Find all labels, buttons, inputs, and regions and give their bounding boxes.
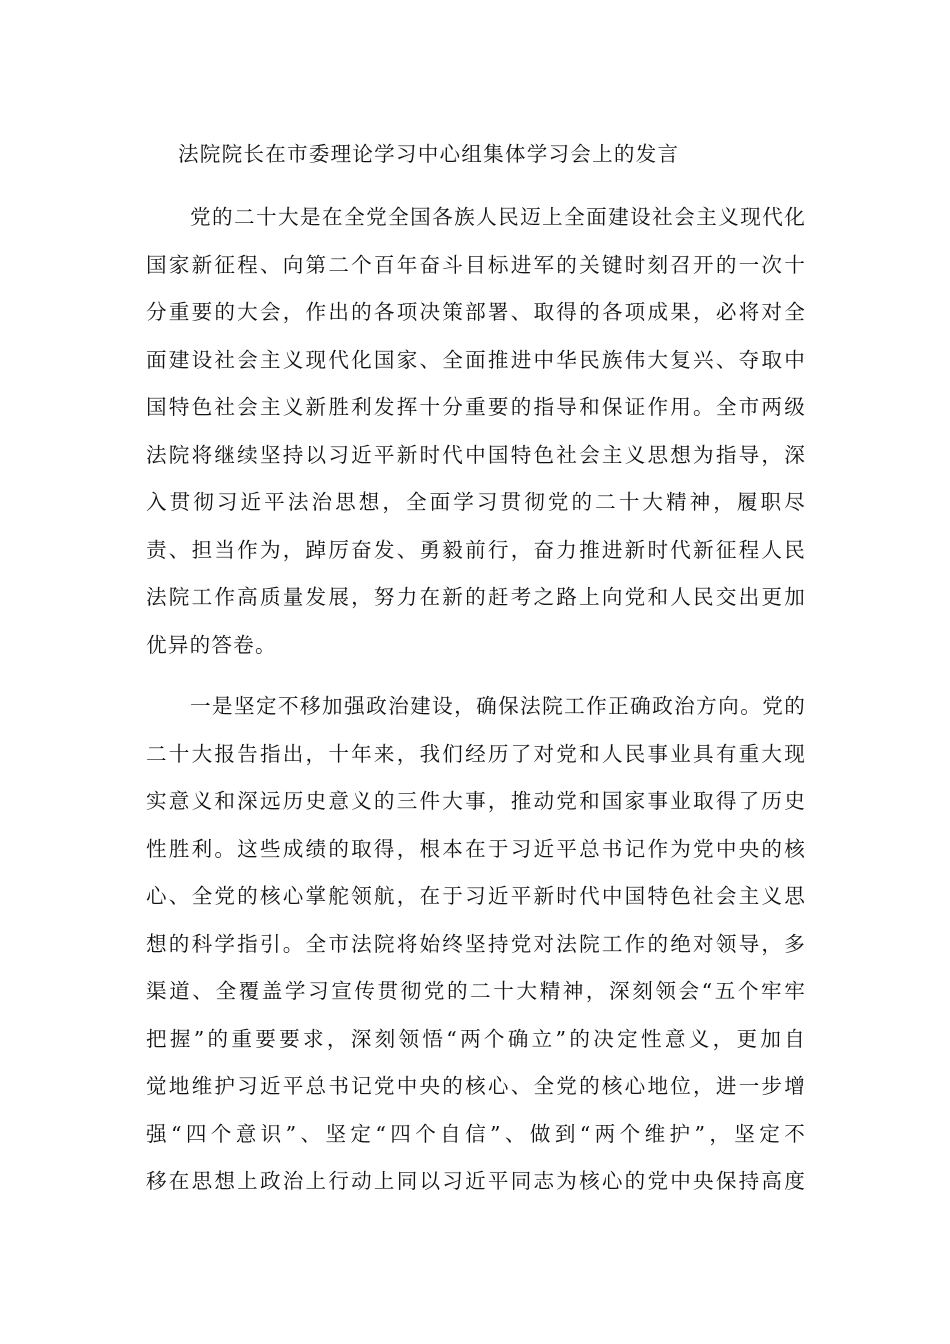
paragraph-line: 把握”的重要要求，深刻领悟“两个确立”的决定性意义，更加自 bbox=[146, 1026, 806, 1051]
paragraph-line: 国家新征程、向第二个百年奋斗目标进军的关键时刻召开的一次十 bbox=[146, 252, 806, 277]
paragraph-line: 一是坚定不移加强政治建设，确保法院工作正确政治方向。党的 bbox=[146, 694, 806, 718]
paragraph-line: 移在思想上政治上行动上同以习近平同志为核心的党中央保持高度 bbox=[146, 1169, 806, 1193]
paragraph-line: 法院将继续坚持以习近平新时代中国特色社会主义思想为指导，深 bbox=[146, 442, 806, 467]
paragraph-line: 想的科学指引。全市法院将始终坚持党对法院工作的绝对领导，多 bbox=[146, 931, 806, 956]
spacer bbox=[146, 669, 806, 683]
paragraph-line: 面建设社会主义现代化国家、全面推进中华民族伟大复兴、夺取中 bbox=[146, 347, 806, 372]
paragraph-line: 心、全党的核心掌舵领航，在于习近平新时代中国特色社会主义思 bbox=[146, 884, 806, 908]
paragraph-line: 渠道、全覆盖学习宣传贯彻党的二十大精神，深刻领会“五个牢牢 bbox=[146, 979, 806, 1003]
paragraph-line: 性胜利。这些成绩的取得，根本在于习近平总书记作为党中央的核 bbox=[146, 836, 806, 861]
paragraph-line: 国特色社会主义新胜利发挥十分重要的指导和保证作用。全市两级 bbox=[146, 395, 806, 419]
paragraph-line: 实意义和深远历史意义的三件大事，推动党和国家事业取得了历史 bbox=[146, 789, 806, 813]
paragraph-line: 法院工作高质量发展，努力在新的赶考之路上向党和人民交出更加 bbox=[146, 585, 806, 609]
paragraph-line: 觉地维护习近平总书记党中央的核心、全党的核心地位，进一步增 bbox=[146, 1074, 806, 1098]
spacer bbox=[146, 180, 806, 194]
paragraph-line: 分重要的大会，作出的各项决策部署、取得的各项成果，必将对全 bbox=[146, 300, 806, 324]
paragraph-2 bbox=[146, 683, 806, 1206]
document-title: 法院院长在市委理论学习中心组集体学习会上的发言 bbox=[178, 142, 680, 166]
paragraph-line: 党的二十大是在全党全国各族人民迈上全面建设社会主义现代化 bbox=[146, 205, 806, 229]
paragraph-line: 责、担当作为，踔厉奋发、勇毅前行，奋力推进新时代新征程人民 bbox=[146, 537, 806, 562]
paragraph-line: 入贯彻习近平法治思想，全面学习贯彻党的二十大精神，履职尽 bbox=[146, 490, 806, 514]
paragraph-line: 强“四个意识”、坚定“四个自信”、做到“两个维护”，坚定不 bbox=[146, 1121, 806, 1146]
paragraph-line: 二十大报告指出，十年来，我们经历了对党和人民事业具有重大现 bbox=[146, 741, 806, 766]
document-body bbox=[146, 128, 806, 1206]
paragraph-line: 优异的答卷。 bbox=[146, 632, 277, 657]
paragraph-1 bbox=[146, 194, 806, 669]
